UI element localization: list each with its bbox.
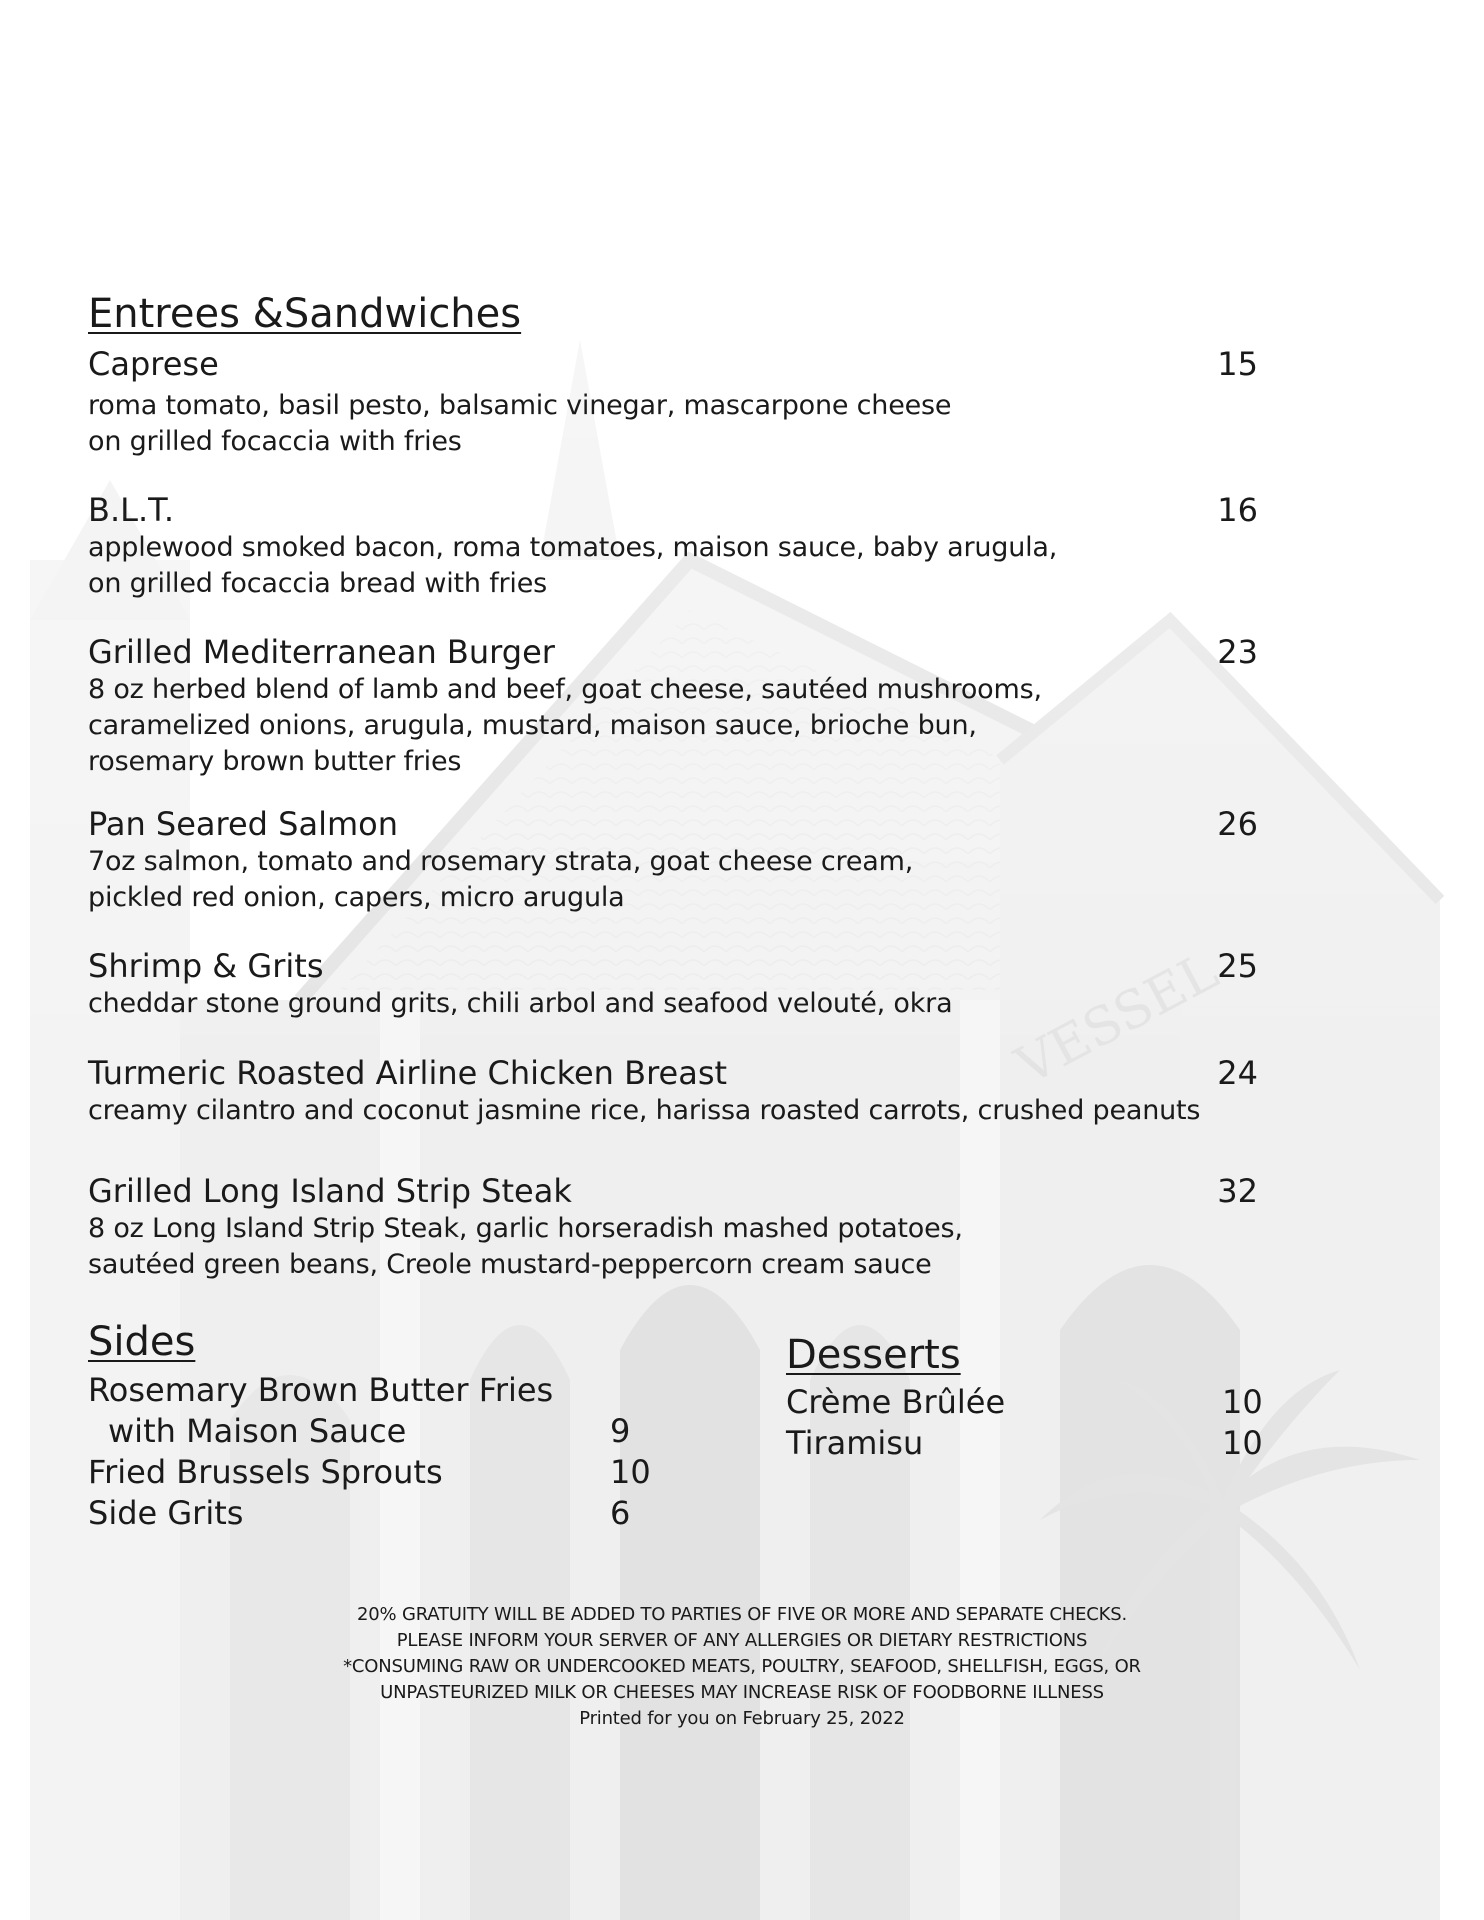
side-item-price: 6	[610, 1494, 631, 1532]
gratuity-notice: 20% GRATUITY WILL BE ADDED TO PARTIES OF FIVE OR MORE AND SEPARATE CHECKS.	[357, 1604, 1127, 1625]
item-description-line: rosemary brown butter fries	[88, 746, 462, 777]
item-description-line: on grilled focaccia bread with fries	[88, 568, 547, 599]
menu-item	[88, 490, 1258, 602]
item-description-line: applewood smoked bacon, roma tomatoes, maison sauce, baby arugula,	[88, 532, 1058, 563]
menu-item	[88, 344, 1258, 460]
menu-item	[88, 804, 1258, 916]
print-date: Printed for you on February 25, 2022	[579, 1708, 905, 1729]
item-description-line: caramelized onions, arugula, mustard, maison sauce, brioche bun,	[88, 710, 977, 741]
desserts-section-title: Desserts	[786, 1332, 961, 1378]
item-description-line: 8 oz herbed blend of lamb and beef, goat cheese, sautéed mushrooms,	[88, 674, 1042, 705]
item-price: 16	[1217, 491, 1258, 529]
sides-section-title: Sides	[88, 1319, 196, 1365]
entrees-section-title: Entrees &Sandwiches	[88, 291, 522, 337]
item-price: 26	[1217, 805, 1258, 843]
allergy-notice: PLEASE INFORM YOUR SERVER OF ANY ALLERGIES OR DIETARY RESTRICTIONS	[396, 1630, 1088, 1651]
item-name: Grilled Mediterranean Burger	[88, 633, 555, 671]
item-name: Shrimp & Grits	[88, 947, 324, 985]
item-name: Caprese	[88, 345, 219, 383]
item-price: 24	[1217, 1054, 1258, 1092]
dessert-item-price: 10	[1222, 1383, 1263, 1421]
item-description-line: creamy cilantro and coconut jasmine rice, harissa roasted carrots, crushed peanuts	[88, 1095, 1201, 1126]
dessert-item-price: 10	[1222, 1424, 1263, 1462]
item-name: Grilled Long Island Strip Steak	[88, 1172, 572, 1210]
side-item-price: 9	[610, 1412, 631, 1450]
item-name: Pan Seared Salmon	[88, 805, 398, 843]
item-description-line: on grilled focaccia with fries	[88, 426, 462, 457]
item-description-line: cheddar stone ground grits, chili arbol and seafood velouté, okra	[88, 988, 953, 1019]
side-item-name: with Maison Sauce	[108, 1412, 407, 1450]
menu-item	[88, 946, 1258, 1022]
menu-item	[88, 1053, 1258, 1129]
consumption-warning: *CONSUMING RAW OR UNDERCOOKED MEATS, POULTRY, SEAFOOD, SHELLFISH, EGGS, OR	[343, 1656, 1141, 1677]
item-description-line: 8 oz Long Island Strip Steak, garlic horseradish mashed potatoes,	[88, 1213, 963, 1244]
menu-item	[88, 1171, 1258, 1283]
item-price: 15	[1217, 345, 1258, 383]
item-description-line: pickled red onion, capers, micro arugula	[88, 882, 625, 913]
item-description-line: sautéed green beans, Creole mustard-peppercorn cream sauce	[88, 1249, 932, 1280]
side-item-name: Fried Brussels Sprouts	[88, 1453, 443, 1491]
item-price: 23	[1217, 633, 1258, 671]
side-item-name: Side Grits	[88, 1494, 244, 1532]
item-name: Turmeric Roasted Airline Chicken Breast	[88, 1054, 728, 1092]
item-name: B.L.T.	[88, 491, 175, 529]
menu-item	[88, 632, 1258, 780]
side-item-price: 10	[610, 1453, 651, 1491]
side-item-name: Rosemary Brown Butter Fries	[88, 1371, 554, 1409]
dessert-item-name: Tiramisu	[786, 1424, 924, 1462]
dessert-item-name: Crème Brûlée	[786, 1383, 1006, 1421]
item-description-line: roma tomato, basil pesto, balsamic vinegar, mascarpone cheese	[88, 390, 952, 421]
item-description-line: 7oz salmon, tomato and rosemary strata, goat cheese cream,	[88, 846, 914, 877]
item-price: 25	[1217, 947, 1258, 985]
footer-notes	[0, 1602, 1484, 1732]
consumption-warning-cont: UNPASTEURIZED MILK OR CHEESES MAY INCREASE RISK OF FOODBORNE ILLNESS	[380, 1682, 1104, 1703]
item-price: 32	[1217, 1172, 1258, 1210]
